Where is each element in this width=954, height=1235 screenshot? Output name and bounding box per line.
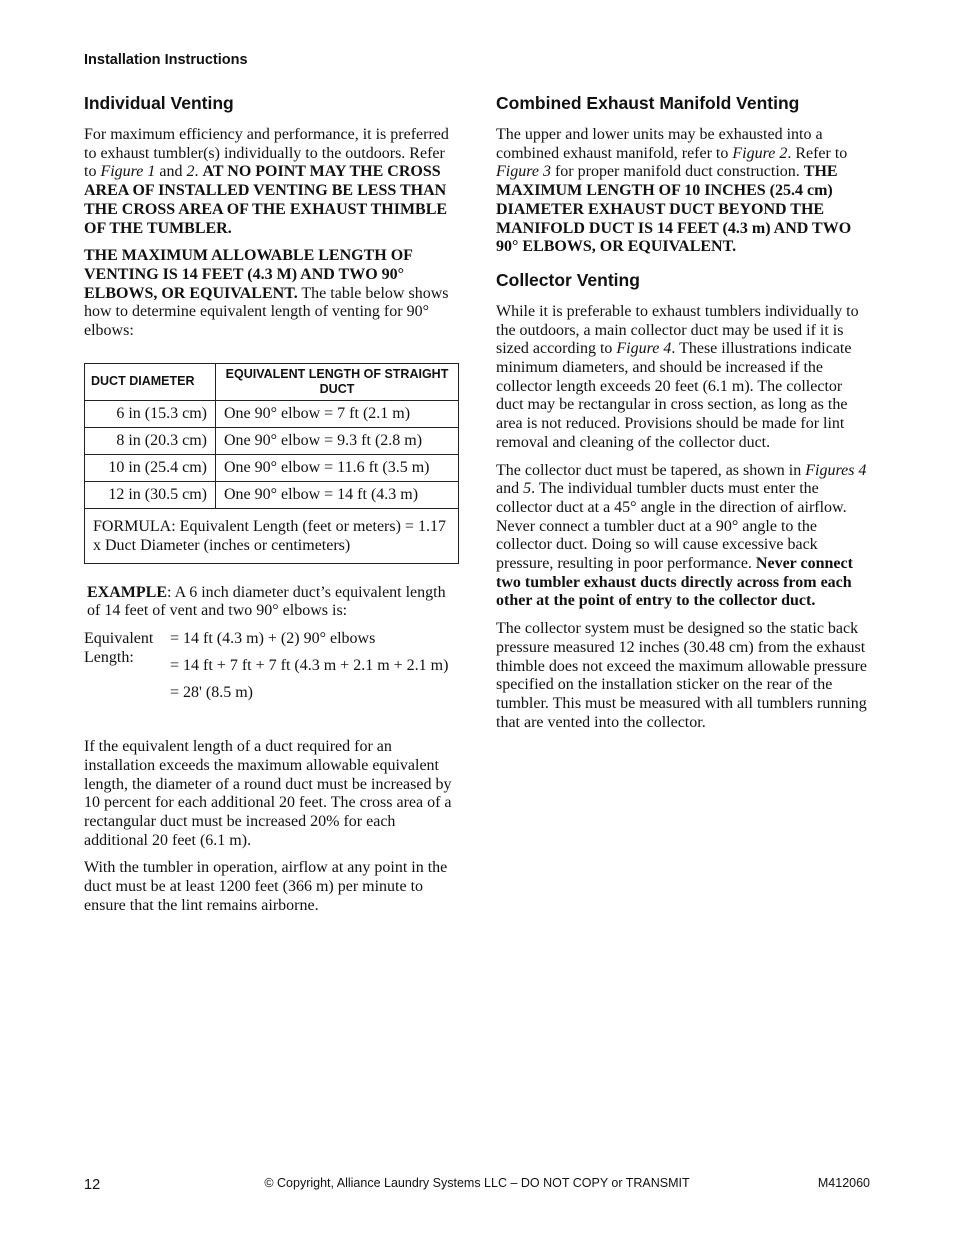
example-paragraph (87, 584, 459, 621)
text-run: . Refer to (787, 144, 848, 162)
text-run: and (496, 480, 524, 498)
duct-connection-warning: Never connect two tumbler exhaust ducts directly across from each other at the point of entry to the collector duct. (496, 555, 853, 610)
max-length-warning: THE MAXIMUM ALLOWABLE LENGTH OF VENTING IS 14 FEET (4.3 M) AND TWO 90° ELBOWS, OR EQUIVALENT. (84, 247, 413, 302)
right-column (496, 92, 871, 741)
max-length-paragraph (84, 247, 459, 341)
equation-line: = 14 ft + 7 ft + 7 ft (4.3 m + 2.1 m + 2.1 m) (170, 657, 449, 675)
equivalent-length-cell: One 90° elbow = 11.6 ft (3.5 m) (216, 454, 459, 481)
equation-label: Equivalent Length: (84, 630, 154, 667)
text-run: The collector duct must be tapered, as shown in (496, 461, 806, 479)
figure-5-reference: 5 (523, 480, 532, 498)
heading-collector-venting: Collector Venting (496, 269, 640, 290)
duct-equivalent-length-table (84, 363, 459, 564)
equivalent-length-cell: One 90° elbow = 9.3 ft (2.8 m) (216, 427, 459, 454)
duct-diameter-cell: 10 in (25.4 cm) (85, 454, 216, 481)
cross-area-warning: AT NO POINT MAY THE CROSS AREA OF INSTALLED VENTING BE LESS THAN THE CROSS AREA OF THE EXHAUST THIMBLE OF THE TUMBLER. (84, 163, 448, 237)
heading-combined-exhaust-manifold-venting: Combined Exhaust Manifold Venting (496, 93, 800, 113)
heading-individual-venting: Individual Venting (84, 93, 234, 113)
text-run: The upper and lower units may be exhausted into a combined exhaust manifold, refer to (496, 126, 823, 162)
duct-diameter-cell: 8 in (20.3 cm) (85, 427, 216, 454)
text-run: . These illustrations indicate minimum diameters, and should be increased if the collector length exceeds 20 feet (6.1 m). The collector duct may be rectangular in cross section, as long as the area is not reduced. Provisions should be made for lint removal and cleaning of the collector duct. (496, 340, 852, 451)
text-run: for proper manifold duct construction. (550, 163, 804, 181)
collector-taper-paragraph (496, 462, 871, 612)
manifold-length-warning: THE MAXIMUM LENGTH OF 10 INCHES (25.4 cm) DIAMETER EXHAUST DUCT BEYOND THE MANIFOLD DUCT IS 14 FEET (4.3 m) AND TWO 90° ELBOWS, OR EQUIVALENT. (496, 163, 852, 256)
figure-2-reference: Figure 2 (732, 144, 788, 162)
copyright-notice: © Copyright, Alliance Laundry Systems LLC – DO NOT COPY or TRANSMIT (264, 1176, 690, 1190)
equation-line: = 28' (8.5 m) (170, 684, 254, 702)
text-run: . (194, 163, 203, 181)
text-run: . The individual tumbler ducts must enter the collector duct at a 45° angle in the direction of airflow. Never connect a tumbler duct at a 90° angle to the collector duct. Doing so will cause excessive back pressure, resulting in poor performance. (496, 480, 847, 573)
duct-diameter-cell: 6 in (15.3 cm) (85, 400, 216, 427)
text-run: and (155, 163, 187, 181)
text-run: While it is preferable to exhaust tumblers individually to the outdoors, a main collector duct may be used if it is sized according to (496, 302, 859, 358)
equivalent-length-calculation (84, 629, 459, 710)
figure-2-reference: 2 (186, 163, 195, 181)
text-run: The table below shows how to determine equivalent length of venting for 90° elbows: (84, 284, 449, 340)
text-run: For maximum efficiency and performance, it is preferred to exhaust tumbler(s) individually to the outdoors. Refer to (84, 126, 449, 181)
example-label: EXAMPLE (87, 583, 167, 601)
back-pressure-paragraph: The collector system must be designed so the static back pressure measured 12 inches (30.48 cm) from the exhaust thimble does not exceed the maximum allowable pressure specified on the installation sticker on the rear of the tumbler. This must be measured with all tumblers running that are vented into the collector. (496, 620, 867, 731)
page-header: Installation Instructions (84, 52, 248, 68)
table-row (85, 427, 459, 454)
equivalent-length-cell: One 90° elbow = 7 ft (2.1 m) (216, 400, 459, 427)
manifold-venting-paragraph (496, 126, 871, 257)
duct-diameter-cell: 12 in (30.5 cm) (85, 481, 216, 508)
column-header-equivalent-length: EQUIVALENT LENGTH OF STRAIGHT DUCT (216, 363, 459, 400)
table-header-row (85, 363, 459, 400)
text-run: : A 6 inch diameter duct’s equivalent length of 14 feet of vent and two 90° elbows is: (87, 583, 446, 620)
table-row (85, 481, 459, 508)
table-formula-row (85, 508, 459, 563)
figure-1-reference: Figure 1 (100, 163, 156, 181)
page-number: 12 (84, 1177, 101, 1193)
formula-cell: FORMULA: Equivalent Length (feet or meters) = 1.17 x Duct Diameter (inches or centimeters) (85, 508, 459, 563)
figure-4-reference: Figure 4 (616, 340, 672, 358)
individual-venting-paragraph (84, 126, 459, 238)
airflow-paragraph: With the tumbler in operation, airflow at any point in the duct must be at least 1200 feet (366 m) per minute to ensure that the lint remains airborne. (84, 859, 448, 914)
equation-lines (170, 629, 459, 710)
figure-3-reference: Figure 3 (496, 163, 551, 181)
figures-4-reference: Figures 4 (805, 461, 867, 479)
table-row (85, 400, 459, 427)
left-column (84, 92, 459, 924)
column-header-duct-diameter: DUCT DIAMETER (85, 363, 216, 400)
duct-increase-paragraph: If the equivalent length of a duct required for an installation exceeds the maximum allowable equivalent length, the diameter of a round duct must be increased by 10 percent for each additional 20 feet. The cross area of a rectangular duct must be increased 20% for each additional 20 feet (6.1 m). (84, 738, 452, 849)
equation-line: = 14 ft (4.3 m) + (2) 90° elbows (170, 630, 376, 648)
table-row (85, 454, 459, 481)
document-number: M412060 (817, 1176, 870, 1190)
collector-venting-paragraph (496, 303, 871, 453)
equivalent-length-cell: One 90° elbow = 14 ft (4.3 m) (216, 481, 459, 508)
